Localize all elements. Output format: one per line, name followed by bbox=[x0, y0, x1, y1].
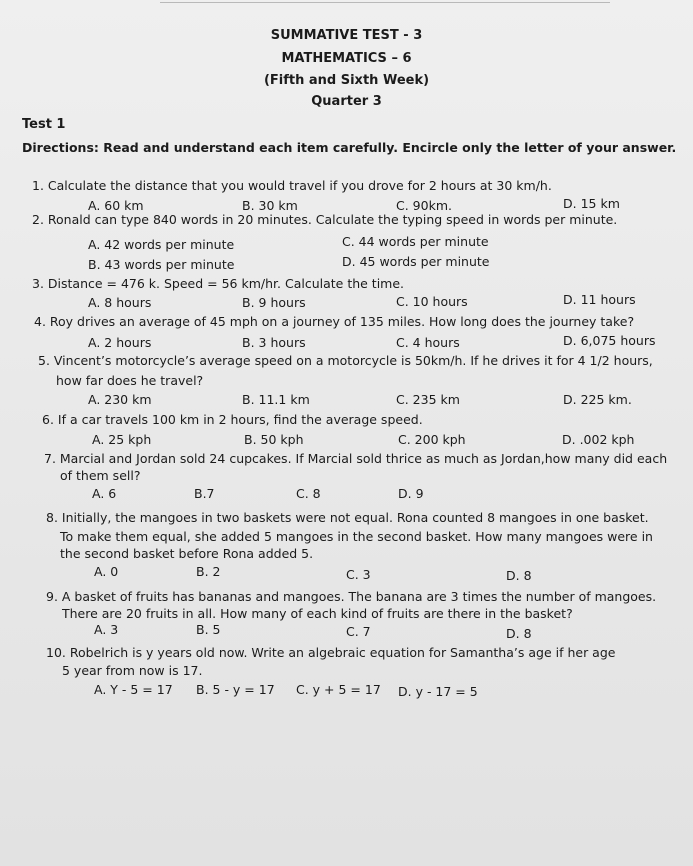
q6-option-d: D. .002 kph bbox=[562, 432, 635, 447]
q4-option-d: D. 6,075 hours bbox=[563, 333, 656, 348]
q9-option-a: A. 3 bbox=[94, 622, 119, 637]
question-9-line1: 9. A basket of fruits has bananas and mangoes. The banana are 3 times the number of mangoes. bbox=[46, 589, 657, 604]
q10-option-a: A. Y - 5 = 17 bbox=[94, 682, 173, 697]
question-8-line1: 8. Initially, the mangoes in two baskets were not equal. Rona counted 8 mangoes in one basket. bbox=[46, 510, 649, 525]
q7-option-a: A. 6 bbox=[92, 486, 117, 501]
header-subject: MATHEMATICS – 6 bbox=[281, 51, 412, 66]
question-8-line3: the second basket before Rona added 5. bbox=[60, 546, 314, 561]
q1-option-b: B. 30 km bbox=[242, 198, 298, 213]
q1-option-a: A. 60 km bbox=[88, 198, 144, 213]
test-label: Test 1 bbox=[22, 117, 66, 132]
q2-option-b: B. 43 words per minute bbox=[88, 257, 235, 272]
question-10-line1: 10. Robelrich is y years old now. Write an algebraic equation for Samantha’s age if her age bbox=[46, 645, 616, 660]
q5-option-d: D. 225 km. bbox=[563, 392, 632, 407]
question-6: 6. If a car travels 100 km in 2 hours, find the average speed. bbox=[42, 412, 423, 427]
top-rule bbox=[160, 2, 610, 3]
q7-option-c: C. 8 bbox=[296, 486, 321, 501]
q9-option-d: D. 8 bbox=[506, 626, 532, 641]
q8-option-d: D. 8 bbox=[506, 568, 532, 583]
q7-option-b: B.7 bbox=[194, 486, 215, 501]
q10-option-b: B. 5 - y = 17 bbox=[196, 682, 275, 697]
question-4: 4. Roy drives an average of 45 mph on a journey of 135 miles. How long does the journey take? bbox=[34, 314, 635, 329]
header-week: (Fifth and Sixth Week) bbox=[263, 73, 430, 88]
q1-option-c: C. 90km. bbox=[396, 198, 452, 213]
question-2: 2. Ronald can type 840 words in 20 minutes. Calculate the typing speed in words per minute. bbox=[32, 212, 618, 227]
q3-option-b: B. 9 hours bbox=[242, 295, 306, 310]
q4-option-b: B. 3 hours bbox=[242, 335, 306, 350]
q1-option-d: D. 15 km bbox=[563, 196, 620, 211]
q5-option-a: A. 230 km bbox=[88, 392, 152, 407]
q7-option-d: D. 9 bbox=[398, 486, 424, 501]
q2-option-a: A. 42 words per minute bbox=[88, 237, 235, 252]
q9-option-c: C. 7 bbox=[346, 624, 371, 639]
q3-option-a: A. 8 hours bbox=[88, 295, 152, 310]
question-1: 1. Calculate the distance that you would travel if you drove for 2 hours at 30 km/h. bbox=[32, 178, 552, 193]
q10-option-c: C. y + 5 = 17 bbox=[296, 682, 381, 697]
question-10-line2: 5 year from now is 17. bbox=[62, 663, 203, 678]
question-3: 3. Distance = 476 k. Speed = 56 km/hr. Calculate the time. bbox=[32, 276, 405, 291]
q8-option-b: B. 2 bbox=[196, 564, 221, 579]
q8-option-a: A. 0 bbox=[94, 564, 119, 579]
q3-option-d: D. 11 hours bbox=[563, 292, 636, 307]
q8-option-c: C. 3 bbox=[346, 567, 371, 582]
q5-option-b: B. 11.1 km bbox=[242, 392, 310, 407]
question-8-line2: To make them equal, she added 5 mangoes in the second basket. How many mangoes were in bbox=[60, 529, 653, 544]
q3-option-c: C. 10 hours bbox=[396, 294, 468, 309]
question-5-line1: 5. Vincent’s motorcycle’s average speed on a motorcycle is 50km/h. If he drives it for 4 1/2 hours, bbox=[38, 353, 653, 368]
question-5-line2: how far does he travel? bbox=[56, 373, 204, 388]
q4-option-a: A. 2 hours bbox=[88, 335, 152, 350]
q6-option-c: C. 200 kph bbox=[398, 432, 466, 447]
header-title: SUMMATIVE TEST - 3 bbox=[270, 28, 423, 43]
q2-option-d: D. 45 words per minute bbox=[342, 254, 490, 269]
question-7-line1: 7. Marcial and Jordan sold 24 cupcakes. If Marcial sold thrice as much as Jordan,how many did each bbox=[44, 451, 668, 466]
q10-option-d: D. y - 17 = 5 bbox=[398, 684, 478, 699]
q5-option-c: C. 235 km bbox=[396, 392, 460, 407]
question-9-line2: There are 20 fruits in all. How many of each kind of fruits are there in the basket? bbox=[62, 606, 573, 621]
question-7-line2: of them sell? bbox=[60, 468, 141, 483]
q6-option-a: A. 25 kph bbox=[92, 432, 152, 447]
header-quarter: Quarter 3 bbox=[311, 94, 382, 109]
q9-option-b: B. 5 bbox=[196, 622, 221, 637]
q6-option-b: B. 50 kph bbox=[244, 432, 304, 447]
directions: Directions: Read and understand each item carefully. Encircle only the letter of your answer. bbox=[22, 140, 677, 155]
q2-option-c: C. 44 words per minute bbox=[342, 234, 489, 249]
q4-option-c: C. 4 hours bbox=[396, 335, 460, 350]
